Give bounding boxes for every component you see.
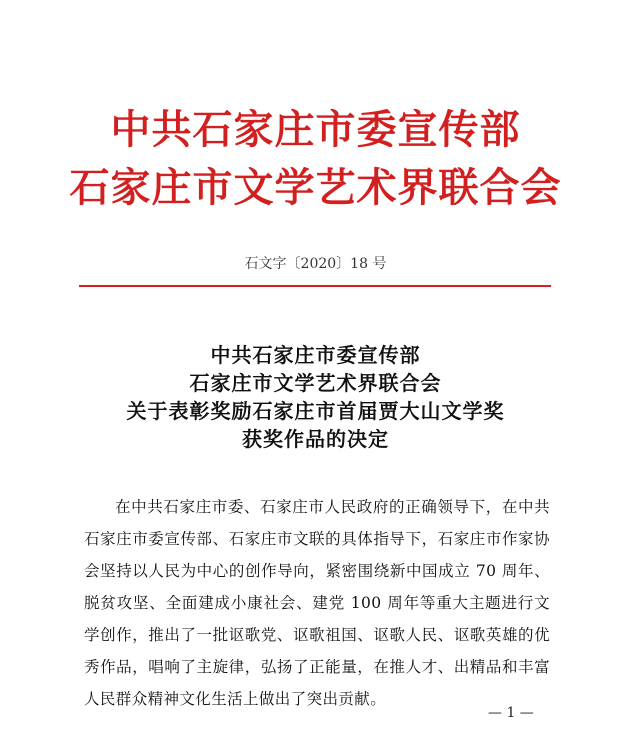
title-line: 获奖作品的决定 xyxy=(242,427,389,451)
title-line: 中共石家庄市委宣传部 xyxy=(210,343,421,367)
document-title xyxy=(0,341,631,453)
red-separator-line xyxy=(79,285,551,287)
body-paragraph: 在中共石家庄市委、石家庄市人民政府的正确领导下，在中共石家庄市委宣传部、石家庄市文联的具体指导下，石家庄市作家协会坚持以人民为中心的创作导向，紧密围绕新中国成立 70 周年、脱贫攻坚、全面建成小康社会、建党 100 周年等重大主题进行文学创作，推出了一批讴歌党、讴歌祖国、讴歌人民、讴歌英雄的优秀作品，唱响了主旋律，弘扬了正能量，在推人才、出精品和丰富人民群众精神文化生活上做出了突出贡献。 xyxy=(84,498,550,708)
title-line: 石家庄市文学艺术界联合会 xyxy=(189,371,442,395)
page-number: — 1 — xyxy=(488,705,534,721)
issuer-name-line-2: 石家庄市文学艺术界联合会 xyxy=(69,164,562,211)
title-line: 关于表彰奖励石家庄市首届贾大山文学奖 xyxy=(126,399,505,423)
document-number: 石文字〔2020〕18 号 xyxy=(244,256,387,272)
issuer-name-line-1: 中共石家庄市委宣传部 xyxy=(110,106,521,153)
